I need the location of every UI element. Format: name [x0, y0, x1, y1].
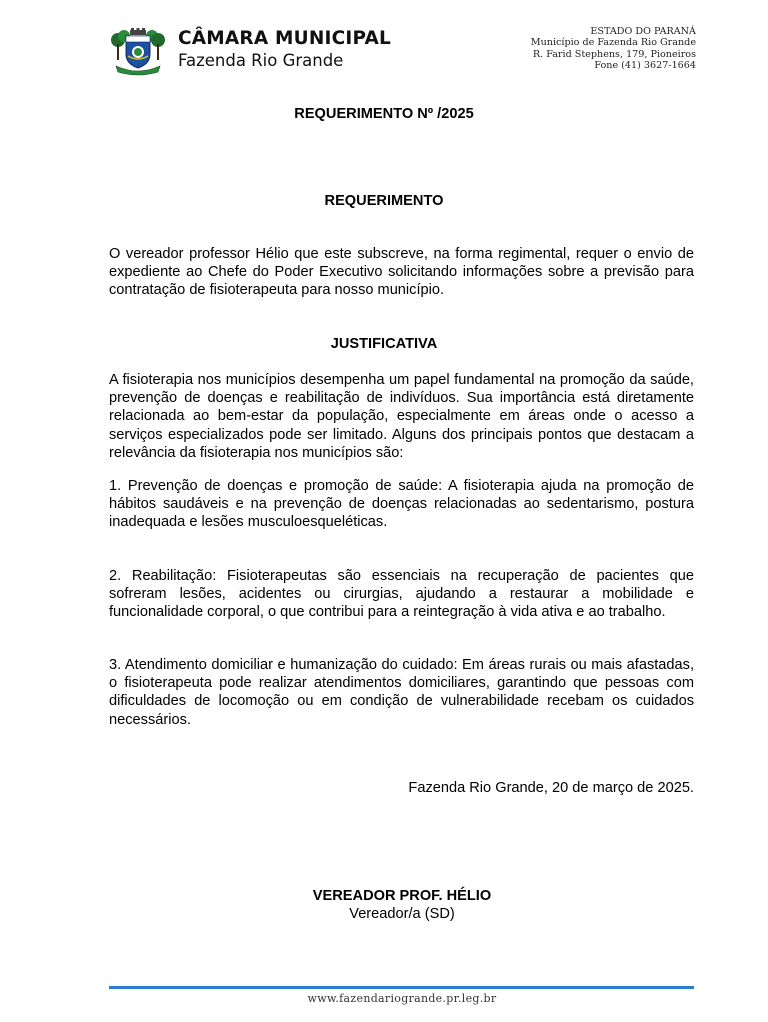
request-paragraph: O vereador professor Hélio que este subscreve, na forma regimental, requer o envio de expediente ao Chefe do Poder Executivo solicitando informações sobre a previsão para contratação de fisioterapeuta para nosso município. — [109, 246, 694, 299]
contact-municipality: Município de Fazenda Rio Grande — [530, 37, 696, 49]
point-item: 1. Prevenção de doenças e promoção de saúde: A fisioterapia ajuda na promoção de hábitos saudáveis e na prevenção de doenças relacionadas ao sedentarismo, postura inadequada e lesões musculoesqueléticas. — [109, 478, 694, 531]
contact-phone: Fone (41) 3627-1664 — [594, 59, 696, 71]
footer-url: www.fazendariogrande.pr.leg.br — [307, 992, 497, 1005]
date-line: Fazenda Rio Grande, 20 de março de 2025. — [408, 780, 694, 796]
letterhead — [108, 26, 696, 78]
footer-divider — [109, 986, 694, 989]
contact-address: R. Farid Stephens, 179, Pioneiros — [532, 48, 696, 60]
brand-title: CÂMARA MUNICIPAL — [178, 28, 392, 49]
document-title: REQUERIMENTO — [324, 193, 444, 209]
brand-block — [178, 28, 391, 71]
municipal-crest-icon — [108, 28, 168, 76]
justification-paragraph: A fisioterapia nos municípios desempenha um papel fundamental na promoção da saúde, prevenção de doenças e reabilitação de indivíduos. Sua importância está diretamente relacionada ao bem-estar da população, especialmente em áreas onde o acesso a serviços especializados pode ser limitado. Alguns dos principais pontos que destacam a relevância da fisioterapia nos municípios são: — [109, 372, 694, 461]
brand-subtitle: Fazenda Rio Grande — [178, 51, 344, 70]
justification-title: JUSTIFICATIVA — [330, 336, 438, 352]
contact-block — [531, 26, 696, 71]
contact-state: ESTADO DO PARANÁ — [590, 26, 696, 37]
document-number: REQUERIMENTO Nº /2025 — [294, 106, 474, 122]
signature-name: VEREADOR PROF. HÉLIO — [312, 888, 492, 904]
point-item: 3. Atendimento domiciliar e humanização do cuidado: Em áreas rurais ou mais afastadas, o fisioterapeuta pode realizar atendimentos domiciliares, garantindo que pessoas com dificuldades de locomoção ou em condição de vulnerabilidade recebam os cuidados necessários. — [109, 657, 694, 728]
signature-role: Vereador/a (SD) — [349, 906, 455, 922]
point-item: 2. Reabilitação: Fisioterapeutas são essenciais na recuperação de pacientes que sofreram lesões, acidentes ou cirurgias, ajudando a restaurar a mobilidade e funcionalidade corporal, o que contribui para a reintegração à vida ativa e ao trabalho. — [109, 568, 694, 621]
signature-block — [0, 887, 768, 923]
